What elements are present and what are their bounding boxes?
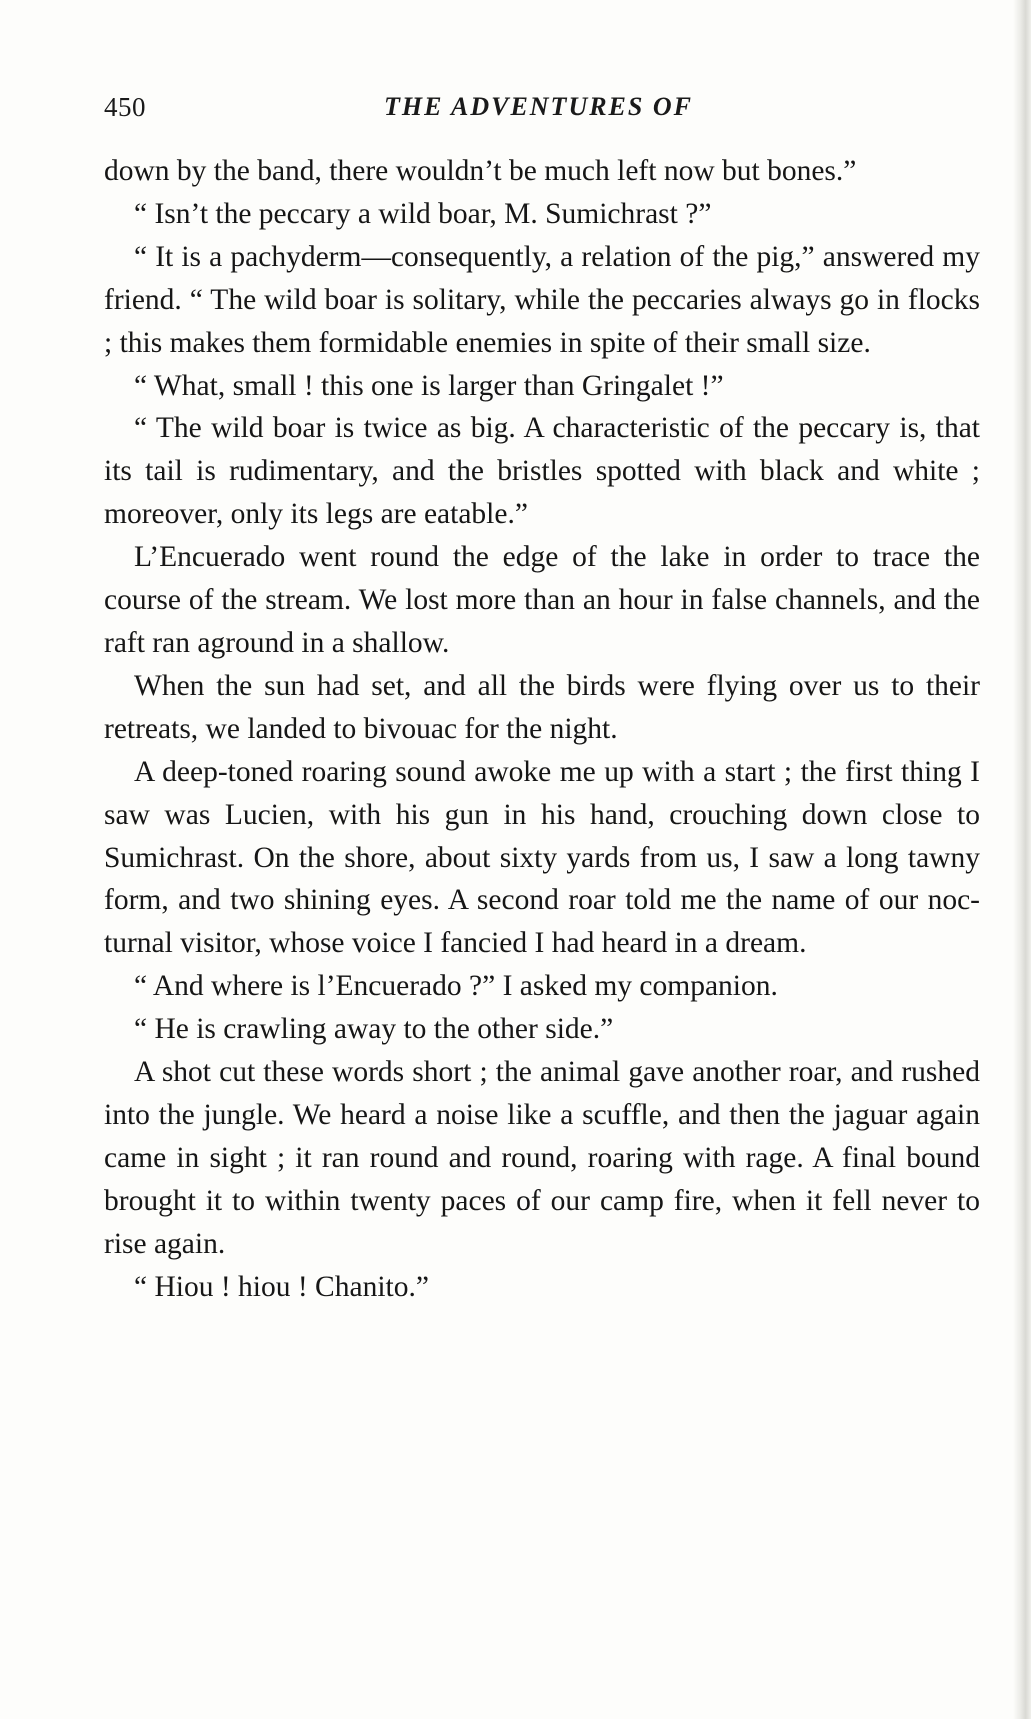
paragraph: “ Hiou ! hiou ! Chanito.”: [134, 1270, 429, 1303]
paragraph: A shot cut these words short ; the animal gave another roar, and rushed into the jungle. We heard a noise like a scuffle, and then the jaguar again came in sight ; it ran round and round, roaring with rage. A final bound brought it to within twenty paces of our camp fire, when it fell never to rise again.: [104, 1056, 980, 1260]
running-head: [104, 92, 984, 132]
paragraph: “ The wild boar is twice as big. A characteristic of the peccary is, that its tail is rudimentary, and the bristles spotted with black and white ; moreover, only its legs are eatable.”: [104, 412, 980, 531]
paragraph: “ Isn’t the peccary a wild boar, M. Sumichrast ?”: [134, 197, 712, 230]
paragraph: “ And where is l’Encuerado ?” I asked my companion.: [134, 970, 778, 1003]
page-number: 450: [104, 92, 146, 122]
paragraph: L’Encuerado went round the edge of the lake in order to trace the course of the stream. We lost more than an hour in false channels, and the raft ran aground in a shallow.: [104, 541, 980, 659]
body-text: [104, 150, 980, 1308]
paragraph: When the sun had set, and all the birds were flying over us to their retreats, we landed to bivouac for the night.: [104, 669, 980, 745]
running-title: THE ADVENTURES OF: [384, 92, 693, 121]
paragraph: “ What, small ! this one is larger than Gringalet !”: [134, 369, 724, 402]
paragraph: “ He is crawling away to the other side.”: [134, 1013, 614, 1046]
paragraph: “ It is a pachyderm—consequently, a relation of the pig,” answered my friend. “ The wild boar is solitary, while the peccaries always go in flocks ; this makes them formidable enemies in spite of their small size.: [104, 240, 980, 359]
page-edge-shadow: [1013, 0, 1031, 1719]
paragraph: A deep-toned roaring sound awoke me up with a start ; the first thing I saw was Lucien, with his gun in his hand, crouching down close to Sumichrast. On the shore, about sixty yards from us, I saw a long tawny form, and two shining eyes. A second roar told me the name of our nocturnal visitor, whose voice I fancied I had heard in a dream.: [104, 755, 980, 960]
paragraph: down by the band, there wouldn’t be much left now but bones.”: [104, 155, 857, 187]
